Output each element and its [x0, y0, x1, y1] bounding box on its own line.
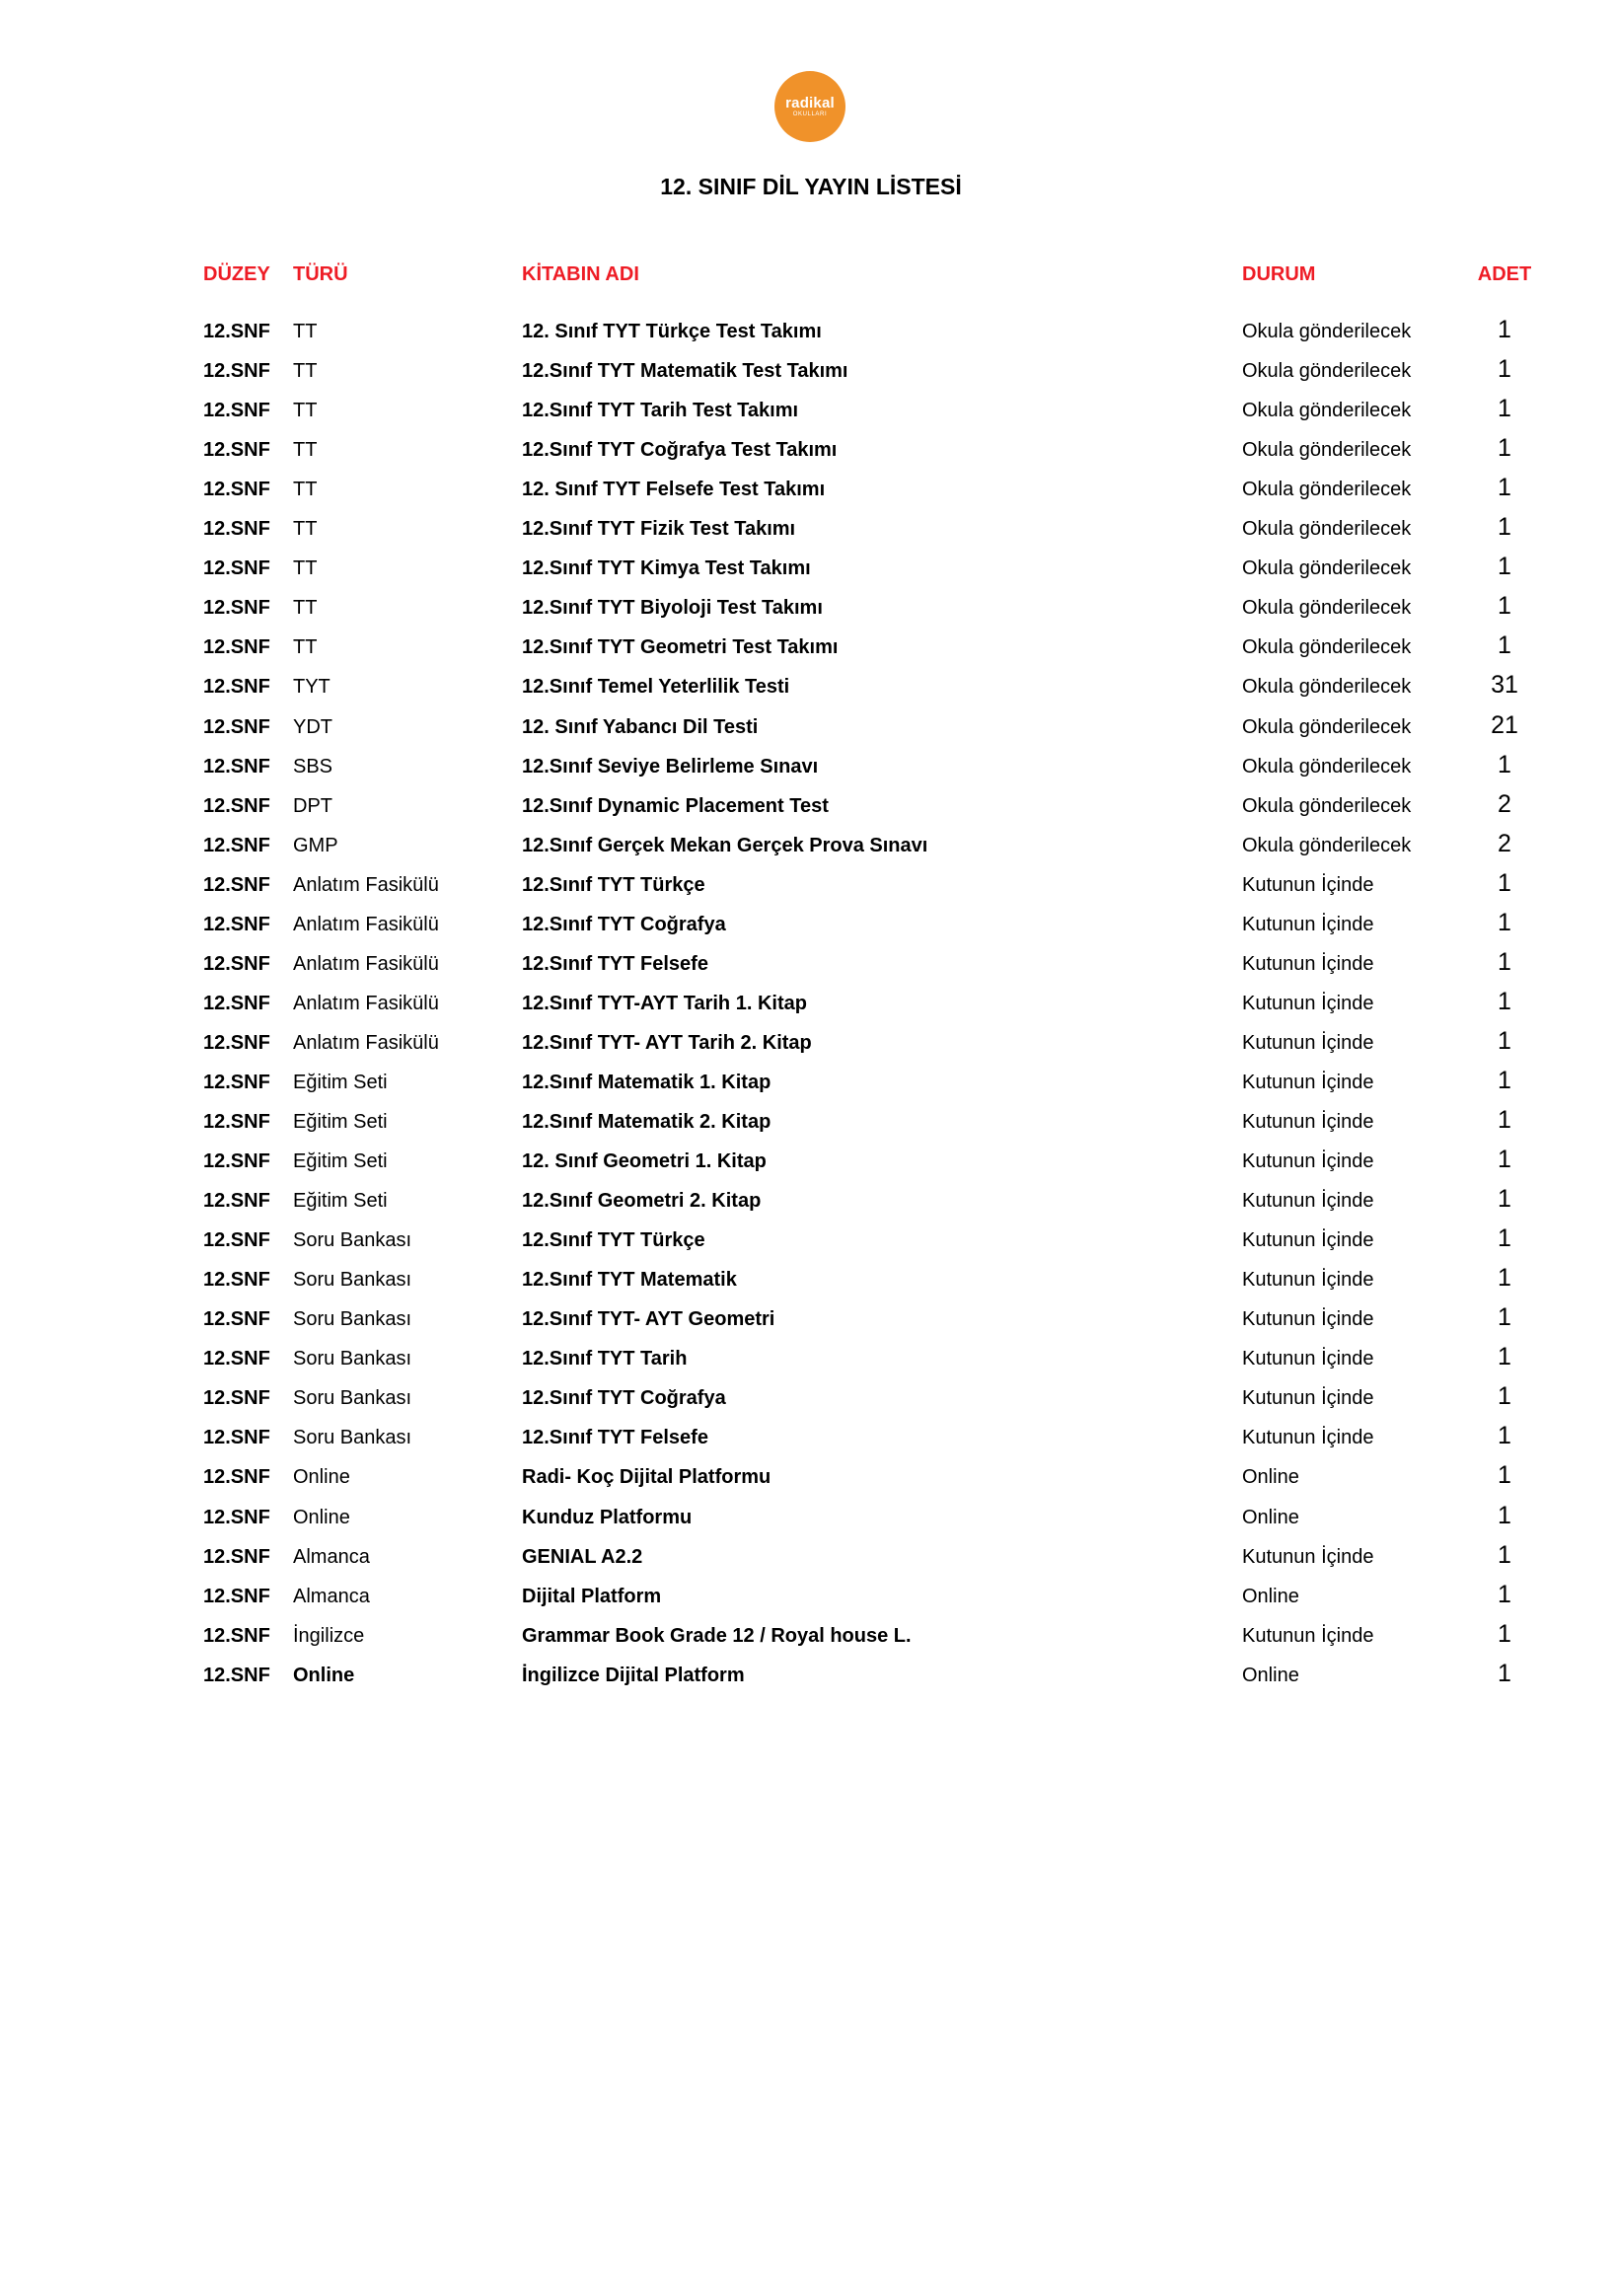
cell-kitabin-adi: 12.Sınıf Geometri 2. Kitap	[522, 1190, 762, 1212]
table-row	[0, 826, 1616, 865]
cell-duzey: 12.SNF	[203, 400, 270, 421]
table-row	[0, 1023, 1616, 1063]
cell-duzey: 12.SNF	[203, 1032, 270, 1054]
cell-turu: Almanca	[293, 1546, 370, 1568]
cell-durum: Kutunun İçinde	[1242, 1150, 1374, 1172]
cell-durum: Kutunun İçinde	[1242, 993, 1374, 1014]
cell-duzey: 12.SNF	[203, 1387, 270, 1409]
cell-turu: İngilizce	[293, 1625, 365, 1647]
cell-kitabin-adi: Grammar Book Grade 12 / Royal house L.	[522, 1625, 912, 1647]
cell-duzey: 12.SNF	[203, 1072, 270, 1093]
cell-adet: 21	[1491, 711, 1518, 739]
table-row	[0, 430, 1616, 470]
cell-turu: TT	[293, 636, 318, 658]
table-row	[0, 391, 1616, 430]
cell-duzey: 12.SNF	[203, 716, 270, 738]
table-row	[0, 944, 1616, 984]
cell-adet: 2	[1498, 790, 1511, 818]
cell-durum: Okula gönderilecek	[1242, 360, 1412, 382]
cell-duzey: 12.SNF	[203, 1625, 270, 1647]
cell-adet: 1	[1498, 869, 1511, 897]
cell-durum: Okula gönderilecek	[1242, 518, 1412, 540]
table-row	[0, 1616, 1616, 1656]
cell-duzey: 12.SNF	[203, 756, 270, 778]
cell-durum: Online	[1242, 1507, 1299, 1528]
cell-adet: 1	[1498, 1146, 1511, 1173]
cell-adet: 1	[1498, 1224, 1511, 1252]
cell-turu: TYT	[293, 676, 331, 698]
cell-turu: Eğitim Seti	[293, 1150, 388, 1172]
cell-durum: Kutunun İçinde	[1242, 1072, 1374, 1093]
cell-kitabin-adi: 12.Sınıf TYT Kimya Test Takımı	[522, 557, 811, 579]
cell-duzey: 12.SNF	[203, 1308, 270, 1330]
logo-subtext: OKULLARI	[792, 111, 828, 117]
table-row	[0, 905, 1616, 944]
table-row	[0, 351, 1616, 391]
cell-kitabin-adi: GENIAL A2.2	[522, 1546, 643, 1568]
cell-kitabin-adi: 12.Sınıf TYT Türkçe	[522, 874, 705, 896]
cell-adet: 1	[1498, 1461, 1511, 1489]
cell-duzey: 12.SNF	[203, 1348, 270, 1370]
cell-adet: 1	[1498, 1502, 1511, 1529]
cell-durum: Okula gönderilecek	[1242, 557, 1412, 579]
cell-durum: Kutunun İçinde	[1242, 914, 1374, 935]
table-row	[0, 312, 1616, 351]
cell-turu: Anlatım Fasikülü	[293, 874, 439, 896]
cell-duzey: 12.SNF	[203, 1229, 270, 1251]
cell-durum: Okula gönderilecek	[1242, 795, 1412, 817]
cell-adet: 1	[1498, 948, 1511, 976]
header-durum: DURUM	[1242, 263, 1316, 285]
cell-durum: Kutunun İçinde	[1242, 1348, 1374, 1370]
cell-durum: Kutunun İçinde	[1242, 1308, 1374, 1330]
cell-turu: Soru Bankası	[293, 1308, 412, 1330]
table-row	[0, 1577, 1616, 1616]
cell-duzey: 12.SNF	[203, 597, 270, 619]
cell-adet: 1	[1498, 1067, 1511, 1094]
cell-durum: Kutunun İçinde	[1242, 1387, 1374, 1409]
table-row	[0, 707, 1616, 747]
table-row	[0, 1498, 1616, 1537]
table-row	[0, 1656, 1616, 1695]
table-row	[0, 1063, 1616, 1102]
cell-adet: 1	[1498, 1620, 1511, 1648]
table-header	[0, 255, 1616, 294]
cell-kitabin-adi: 12.Sınıf Temel Yeterlilik Testi	[522, 676, 790, 698]
cell-turu: Online	[293, 1466, 350, 1488]
cell-durum: Kutunun İçinde	[1242, 1546, 1374, 1568]
cell-kitabin-adi: 12.Sınıf TYT Biyoloji Test Takımı	[522, 597, 823, 619]
cell-duzey: 12.SNF	[203, 1665, 270, 1686]
cell-durum: Online	[1242, 1586, 1299, 1607]
cell-kitabin-adi: 12.Sınıf TYT Felsefe	[522, 953, 708, 975]
table-row	[0, 509, 1616, 549]
cell-kitabin-adi: 12.Sınıf Matematik 2. Kitap	[522, 1111, 771, 1133]
cell-kitabin-adi: Kunduz Platformu	[522, 1507, 693, 1528]
table-row	[0, 667, 1616, 706]
cell-adet: 1	[1498, 316, 1511, 343]
cell-duzey: 12.SNF	[203, 676, 270, 698]
cell-turu: Soru Bankası	[293, 1387, 412, 1409]
cell-durum: Okula gönderilecek	[1242, 716, 1412, 738]
cell-adet: 1	[1498, 1185, 1511, 1213]
cell-kitabin-adi: 12. Sınıf Yabancı Dil Testi	[522, 716, 759, 738]
cell-turu: Soru Bankası	[293, 1427, 412, 1448]
cell-durum: Kutunun İçinde	[1242, 1269, 1374, 1291]
cell-adet: 1	[1498, 1343, 1511, 1370]
cell-kitabin-adi: 12.Sınıf TYT Türkçe	[522, 1229, 705, 1251]
cell-duzey: 12.SNF	[203, 835, 270, 856]
table-row	[0, 1181, 1616, 1221]
cell-adet: 1	[1498, 1106, 1511, 1134]
cell-durum: Kutunun İçinde	[1242, 1229, 1374, 1251]
cell-turu: Anlatım Fasikülü	[293, 914, 439, 935]
cell-duzey: 12.SNF	[203, 439, 270, 461]
cell-adet: 2	[1498, 830, 1511, 857]
cell-duzey: 12.SNF	[203, 1546, 270, 1568]
cell-durum: Okula gönderilecek	[1242, 479, 1412, 500]
cell-adet: 1	[1498, 1027, 1511, 1055]
table-row	[0, 1102, 1616, 1142]
cell-kitabin-adi: 12.Sınıf TYT- AYT Tarih 2. Kitap	[522, 1032, 812, 1054]
table-row	[0, 865, 1616, 905]
cell-turu: TT	[293, 479, 318, 500]
cell-kitabin-adi: 12. Sınıf TYT Felsefe Test Takımı	[522, 479, 826, 500]
radikal-logo	[774, 71, 845, 142]
cell-durum: Online	[1242, 1665, 1299, 1686]
cell-duzey: 12.SNF	[203, 518, 270, 540]
cell-turu: Online	[293, 1507, 350, 1528]
cell-durum: Okula gönderilecek	[1242, 321, 1412, 342]
cell-kitabin-adi: 12.Sınıf TYT Felsefe	[522, 1427, 708, 1448]
cell-turu: Eğitim Seti	[293, 1111, 388, 1133]
cell-duzey: 12.SNF	[203, 953, 270, 975]
table-row	[0, 1260, 1616, 1299]
cell-adet: 1	[1498, 909, 1511, 936]
cell-kitabin-adi: 12.Sınıf TYT Tarih Test Takımı	[522, 400, 799, 421]
cell-kitabin-adi: 12.Sınıf TYT Coğrafya Test Takımı	[522, 439, 838, 461]
cell-adet: 1	[1498, 474, 1511, 501]
table-row	[0, 470, 1616, 509]
cell-turu: SBS	[293, 756, 333, 778]
cell-kitabin-adi: 12.Sınıf TYT-AYT Tarih 1. Kitap	[522, 993, 807, 1014]
table-row	[0, 1418, 1616, 1457]
cell-kitabin-adi: İngilizce Dijital Platform	[522, 1665, 745, 1686]
cell-adet: 1	[1498, 988, 1511, 1015]
cell-adet: 1	[1498, 751, 1511, 778]
cell-adet: 31	[1491, 671, 1518, 699]
cell-adet: 1	[1498, 1303, 1511, 1331]
cell-turu: Anlatım Fasikülü	[293, 1032, 439, 1054]
cell-turu: DPT	[293, 795, 332, 817]
table-row	[0, 1339, 1616, 1378]
cell-kitabin-adi: 12.Sınıf TYT Matematik	[522, 1269, 737, 1291]
cell-turu: Eğitim Seti	[293, 1072, 388, 1093]
table-row	[0, 786, 1616, 826]
cell-duzey: 12.SNF	[203, 557, 270, 579]
cell-turu: TT	[293, 439, 318, 461]
cell-durum: Kutunun İçinde	[1242, 874, 1374, 896]
cell-kitabin-adi: 12.Sınıf Dynamic Placement Test	[522, 795, 829, 817]
cell-durum: Okula gönderilecek	[1242, 597, 1412, 619]
cell-duzey: 12.SNF	[203, 874, 270, 896]
cell-turu: Soru Bankası	[293, 1269, 412, 1291]
cell-turu: Eğitim Seti	[293, 1190, 388, 1212]
cell-kitabin-adi: 12.Sınıf TYT Matematik Test Takımı	[522, 360, 848, 382]
cell-durum: Kutunun İçinde	[1242, 1032, 1374, 1054]
cell-adet: 1	[1498, 1422, 1511, 1449]
cell-turu: TT	[293, 518, 318, 540]
table-row	[0, 1221, 1616, 1260]
cell-turu: Anlatım Fasikülü	[293, 953, 439, 975]
table-row	[0, 1378, 1616, 1418]
cell-kitabin-adi: 12.Sınıf TYT- AYT Geometri	[522, 1308, 775, 1330]
cell-kitabin-adi: 12.Sınıf TYT Tarih	[522, 1348, 688, 1370]
cell-turu: YDT	[293, 716, 332, 738]
cell-turu: Soru Bankası	[293, 1229, 412, 1251]
cell-duzey: 12.SNF	[203, 1150, 270, 1172]
cell-turu: Soru Bankası	[293, 1348, 412, 1370]
cell-durum: Kutunun İçinde	[1242, 1111, 1374, 1133]
cell-adet: 1	[1498, 434, 1511, 462]
table-row	[0, 747, 1616, 786]
cell-durum: Kutunun İçinde	[1242, 1625, 1374, 1647]
cell-turu: Anlatım Fasikülü	[293, 993, 439, 1014]
cell-kitabin-adi: 12.Sınıf TYT Coğrafya	[522, 914, 726, 935]
cell-adet: 1	[1498, 355, 1511, 383]
cell-adet: 1	[1498, 1382, 1511, 1410]
cell-duzey: 12.SNF	[203, 993, 270, 1014]
cell-kitabin-adi: 12.Sınıf Seviye Belirleme Sınavı	[522, 756, 819, 778]
cell-durum: Okula gönderilecek	[1242, 756, 1412, 778]
cell-kitabin-adi: 12.Sınıf Matematik 1. Kitap	[522, 1072, 771, 1093]
page-title: 12. SINIF DİL YAYIN LİSTESİ	[660, 174, 962, 199]
cell-duzey: 12.SNF	[203, 795, 270, 817]
cell-kitabin-adi: Dijital Platform	[522, 1586, 662, 1607]
cell-duzey: 12.SNF	[203, 360, 270, 382]
cell-adet: 1	[1498, 631, 1511, 659]
header-kitabin-adi: KİTABIN ADI	[522, 263, 639, 285]
cell-adet: 1	[1498, 553, 1511, 580]
cell-turu: TT	[293, 400, 318, 421]
cell-durum: Okula gönderilecek	[1242, 676, 1412, 698]
cell-duzey: 12.SNF	[203, 1269, 270, 1291]
cell-adet: 1	[1498, 1581, 1511, 1608]
cell-adet: 1	[1498, 592, 1511, 620]
cell-duzey: 12.SNF	[203, 1190, 270, 1212]
cell-turu: TT	[293, 321, 318, 342]
cell-duzey: 12.SNF	[203, 1507, 270, 1528]
cell-turu: Almanca	[293, 1586, 370, 1607]
cell-kitabin-adi: 12. Sınıf TYT Türkçe Test Takımı	[522, 321, 822, 342]
cell-adet: 1	[1498, 1264, 1511, 1292]
table-row	[0, 1537, 1616, 1577]
cell-adet: 1	[1498, 1660, 1511, 1687]
cell-duzey: 12.SNF	[203, 636, 270, 658]
cell-kitabin-adi: 12.Sınıf TYT Fizik Test Takımı	[522, 518, 796, 540]
cell-duzey: 12.SNF	[203, 1111, 270, 1133]
cell-kitabin-adi: Radi- Koç Dijital Platformu	[522, 1466, 771, 1488]
cell-durum: Okula gönderilecek	[1242, 400, 1412, 421]
cell-duzey: 12.SNF	[203, 1466, 270, 1488]
cell-kitabin-adi: 12.Sınıf TYT Coğrafya	[522, 1387, 726, 1409]
cell-adet: 1	[1498, 1541, 1511, 1569]
cell-turu: GMP	[293, 835, 338, 856]
cell-adet: 1	[1498, 395, 1511, 422]
cell-kitabin-adi: 12. Sınıf Geometri 1. Kitap	[522, 1150, 767, 1172]
cell-durum: Okula gönderilecek	[1242, 439, 1412, 461]
cell-duzey: 12.SNF	[203, 1427, 270, 1448]
cell-turu: TT	[293, 597, 318, 619]
cell-durum: Online	[1242, 1466, 1299, 1488]
table-row	[0, 628, 1616, 667]
table-row	[0, 1299, 1616, 1339]
cell-durum: Okula gönderilecek	[1242, 835, 1412, 856]
header-turu: TÜRÜ	[293, 263, 348, 285]
table-row	[0, 984, 1616, 1023]
table-row	[0, 549, 1616, 588]
cell-duzey: 12.SNF	[203, 321, 270, 342]
cell-durum: Kutunun İçinde	[1242, 1190, 1374, 1212]
cell-durum: Okula gönderilecek	[1242, 636, 1412, 658]
cell-kitabin-adi: 12.Sınıf TYT Geometri Test Takımı	[522, 636, 839, 658]
cell-duzey: 12.SNF	[203, 1586, 270, 1607]
header-duzey: DÜZEY	[203, 263, 270, 285]
table-row	[0, 588, 1616, 628]
cell-adet: 1	[1498, 513, 1511, 541]
cell-turu: TT	[293, 360, 318, 382]
header-adet: ADET	[1477, 263, 1532, 285]
cell-duzey: 12.SNF	[203, 914, 270, 935]
cell-turu: TT	[293, 557, 318, 579]
table-row	[0, 1142, 1616, 1181]
cell-durum: Kutunun İçinde	[1242, 953, 1374, 975]
table-row	[0, 1457, 1616, 1497]
cell-kitabin-adi: 12.Sınıf Gerçek Mekan Gerçek Prova Sınavı	[522, 835, 928, 856]
cell-duzey: 12.SNF	[203, 479, 270, 500]
cell-durum: Kutunun İçinde	[1242, 1427, 1374, 1448]
logo-text: radikal	[785, 94, 835, 111]
cell-turu: Online	[293, 1665, 355, 1686]
